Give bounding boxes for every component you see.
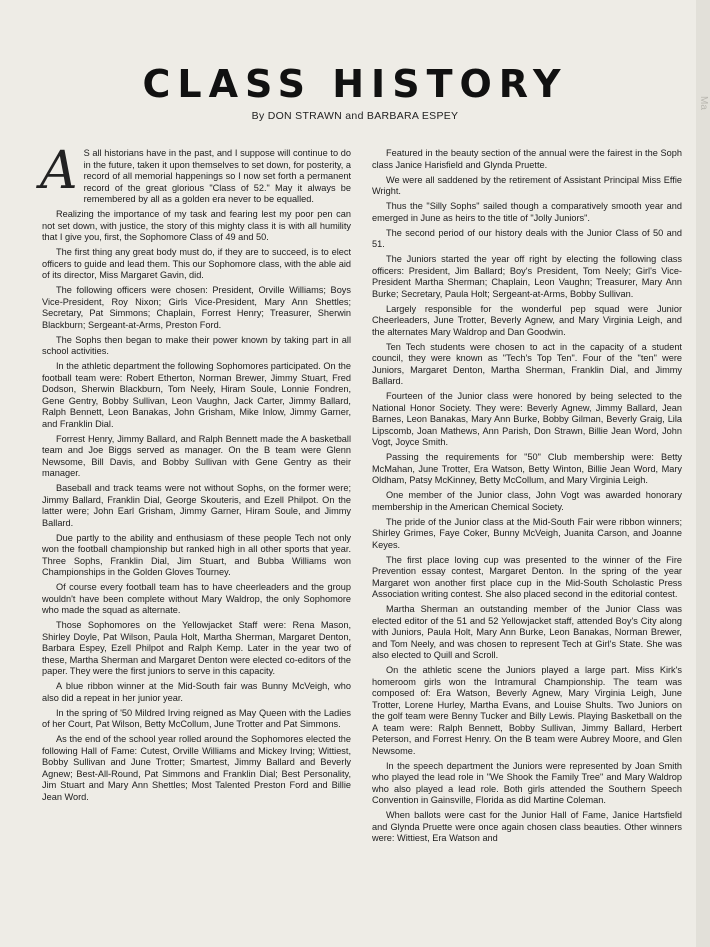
left-column [40,141,351,807]
paragraph: Baseball and track teams were not without Sophs, on the former were; Jimmy Ballard, Franklin Dial, George Skouteris, and Ezell Philpot. On the latter were; John Earl Grisham, Jimmy Garner, Hiram Soule, and Jimmy Ballard. [42,483,351,528]
paragraph: Of course every football team has to have cheerleaders and the group wouldn't have been complete without Mary Waldrop, the only Sophomore who made the squad as alternate. [42,582,351,615]
paragraph: In the speech department the Juniors were represented by Joan Smith who played the lead role in "We Shook the Family Tree" and Mary Waldrop who also played a lead role. Both girls attended the Southern Speech Convention in Gainsville, Florida as did Martine Coleman. [372,760,682,805]
paragraph: Martha Sherman an outstanding member of the Junior Class was elected editor of the 51 and 52 Yellowjacket staff, attended Boy's City along with Juniors, Paula Holt, Mary Ann Burke, Leon Banakas, Norman Brewer, and Tom Neely, and was chosen to represent Tech at Girl's State. She was also elected to Quill and Scroll. [372,604,682,660]
paragraph: In the athletic department the following Sophomores participated. On the football team were: Robert Etherton, Norman Brewer, Jimmy Stuart, Fred Dodson, Sherwin Blackburn, Tom Neely, Hiram Soule, Lonnie Fondren, Gene Gentry, Bobby Sullivan, Leon Vaughn, Jack Carter, Jimmy Ballard, Ralph Bennett, Leon Banakas, John Grisham, Mike Inlow, Jimmy Garner, and Franklin Dial. [42,361,351,429]
paragraph: On the athletic scene the Juniors played a large part. Miss Kirk's homeroom girls won the Intramural Championship. The team was composed of: Era Watson, Beverly Agnew, Mary Virginia Leigh, June Trotter, Lorene Hurley, Martha Evans, and Louise Shults. Two Juniors on the golf team were Benny Tucker and Billy Lewis. Playing Basketball on the A team were: Ralph Bennett, Bobby Sullivan, Jimmy Ballard, Herbert Peterson, and Forrest Henry. On the B team were Aubrey Moore, and Glen Newsome. [372,665,682,756]
paragraph: We were all saddened by the retirement of Assistant Principal Miss Effie Wright. [372,174,682,196]
paragraph: Forrest Henry, Jimmy Ballard, and Ralph Bennett made the A basketball team and Joe Biggs served as manager. On the B team were Glenn Newsome, Bill Davis, and Bobby Sullivan with Gene Gentry as their manager. [42,433,351,478]
paragraph: A S all historians have in the past, and I suppose will continue to do in the future, taken it upon themselves to set down, for posterity, a record of all memorial happenings so I now set forth a permanent record of the great glorious "Class of 52." May it always be remembered by all as a golden era never to be equalled. [40,141,351,204]
paragraph: Featured in the beauty section of the annual were the fairest in the Soph class Janice Harisfield and Glynda Pruette. [372,148,682,170]
paragraph: The following officers were chosen: President, Orville Williams; Boys Vice-President, Roy Nixon; Girls Vice-President, Mary Ann Shettles; Secretary, Pat Simmons; Chaplain, Forrest Henry; Treasurer, Sherwin Blackburn; Sergeant-at-Arms, Preston Ford. [42,285,351,330]
paragraph: Largely responsible for the wonderful pep squad were Junior Cheerleaders, June Trotter, Beverly Agnew, and Mary Virginia Leigh, and the alternates Mary Waldrop and Dan Goodwin. [372,303,682,337]
paragraph: The Juniors started the year off right by electing the following class officers: President, Jim Ballard; Boy's President, Tom Neely; Girl's Vice-President Martha Sherman; Chaplain, Leon Vaughn; Treasurer, Mary Ann Burke; Secretary, Paula Holt; Sergeant-at-Arms, Bobby Sullivan. [372,254,682,299]
paragraph: The second period of our history deals with the Junior Class of 50 and 51. [372,227,682,249]
paragraph: The pride of the Junior class at the Mid-South Fair were ribbon winners; Shirley Grimes, Faye Coker, Bunny McVeigh, Juanita Carson, and Joanne Keyes. [372,516,682,550]
paragraph: As the end of the school year rolled around the Sophomores elected the following Hall of Fame: Cutest, Orville Williams and Mickey Irving; Wittiest, Bobby Sullivan and June Trotter; Smartest, Jimmy Ballard and Beverly Agnew; Best-All-Round, Pat Simmons and Franklin Dial; Best Personality, Jim Stuart and Mary Ann Shettles; Most Talented Preston Ford and Billie Jean Word. [42,734,351,802]
paragraph: In the spring of '50 Mildred Irving reigned as May Queen with the Ladies of her Court, Pat Wilson, Betty McCollum, June Trotter and Pat Simmons. [42,707,351,729]
paragraph: Those Sophomores on the Yellowjacket Staff were: Rena Mason, Shirley Doyle, Pat Wilson, Paula Holt, Martha Sherman, Margaret Denton, Barbara Espey, Ezell Philpot and Ralph Kemp. Later in the year two of these, Martha Sherman and Margaret Denton were elected co-editors of the paper. They were the first juniors to serve in this capacity. [42,620,351,676]
paragraph: The Sophs then began to make their power known by taking part in all school activities. [42,334,351,356]
page-binding-edge [696,0,710,947]
page-title: CLASS HISTORY [142,62,568,106]
paragraph: When ballots were cast for the Junior Hall of Fame, Janice Hartsfield and Glynda Pruette were once again chosen class beauties. Other winners were: Wittiest, Era Watson and [372,810,682,843]
paragraph: Realizing the importance of my task and fearing lest my poor pen can not set down, with justice, the story of this mighty class it is with all humility that I give you, first, the Sophomore Class of 49 and 50. [42,209,351,242]
binding-text: Ma [698,96,709,110]
paragraph: Passing the requirements for "50" Club membership were: Betty McMahan, June Trotter, Era Watson, Betty Winton, Billie Jean Word, Mary Oldham, Patsy McKinney, Betty McCollum, and Mary Virginia Leigh. [372,452,682,485]
right-column [372,148,682,848]
paragraph: A blue ribbon winner at the Mid-South fair was Bunny McVeigh, who also did a repeat in her junior year. [42,681,351,703]
paragraph: The first place loving cup was presented to the winner of the Fire Prevention essay contest, Margaret Denton. In the spring of the year Margaret won another first place cup in the Mid-South Scholastic Press Association writing contest. She also placed second in the editorial contest. [372,554,682,599]
paragraph: Due partly to the ability and enthusiasm of these people Tech not only won the football championship but ranked high in all other sports that year. Three Sophs, Franklin Dial, Jim Stuart, and Bubba Williams won Championships in the Golden Gloves Tourney. [42,532,351,577]
paragraph: Ten Tech students were chosen to act in the capacity of a student council, they were known as "Tech's Top Ten". Four of the "ten" were Juniors, Margaret Denton, Martha Sherman, Franklin Dial, and Jimmy Ballard. [372,341,682,386]
paragraph: Fourteen of the Junior class were honored by being selected to the National Honor Society. They were: Beverly Agnew, Jimmy Ballard, Jean Barnes, Leon Banakas, Mary Ann Burke, Bobby Gilman, Beverly Graig, Lila Lipscomb, Joan Mathews, Ann Parish, Don Strawn, Billie Jean Word, John Vogt, Joyce Smith. [372,391,682,447]
paragraph: Thus the "Silly Sophs" sailed though a comparatively smooth year and emerged in June as heirs to the title of "Jolly Juniors". [372,201,682,223]
byline: By DON STRAWN and BARBARA ESPEY [251,110,459,122]
drop-cap-letter: A [40,141,78,201]
paragraph: One member of the Junior class, John Vogt was awarded honorary membership in the American Chemical Society. [372,490,682,512]
paragraph: The first thing any great body must do, if they are to succeed, is to elect officers to guide and lead them. This our Sophomore class, with the able aid of its director, Miss Margaret Gavin, did. [42,247,351,280]
